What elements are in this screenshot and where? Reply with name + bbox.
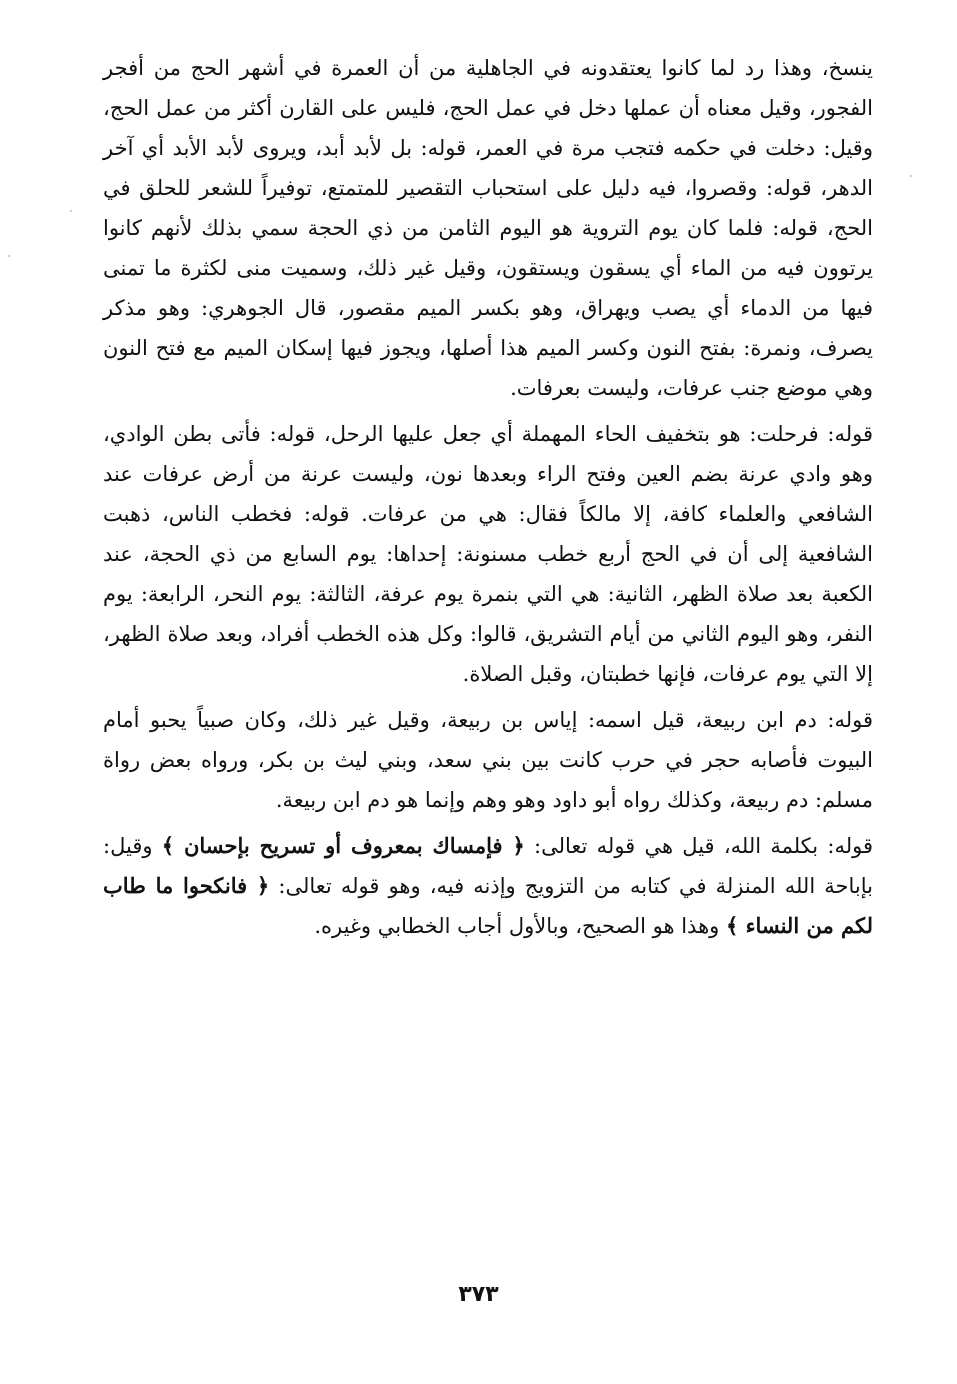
paragraph-text: وقيل: بإباحة الله المنزلة في كتابه من التزويج وإذنه فيه، وهو قوله تعالى:	[103, 834, 874, 898]
paragraph	[103, 700, 873, 820]
scan-speck	[910, 175, 912, 177]
paragraph	[103, 826, 873, 946]
paragraph	[103, 414, 873, 694]
paragraph-text: قوله: فرحلت: هو بتخفيف الحاء المهملة أي جعل عليها الرحل، قوله: فأتى بطن الوادي، وهو وادي عرنة بضم العين وفتح الراء وبعدها نون، وليست عرنة من أرض عرفات عند الشافعي والعلماء كافة، إلا مالكاً فقال: هي من عرفات. قوله: فخطب الناس، ذهبت الشافعية إلى أن في الحج أربع خطب مسنونة: إحداها: يوم السابع من ذي الحجة، عند الكعبة بعد صلاة الظهر، الثانية: هي التي بنمرة يوم عرفة، الثالثة: يوم النحر، الرابعة: يوم النفر، وهو اليوم الثاني من أيام التشريق، قالوا: وكل هذه الخطب أفراد، وبعد صلاة الظهر، إلا التي يوم عرفات، فإنها خطبتان، وقبل الصلاة.	[103, 422, 873, 686]
page-number: ٣٧٣	[458, 1282, 499, 1307]
paragraph-text: ينسخ، وهذا رد لما كانوا يعتقدونه في الجاهلية من أن العمرة في أشهر الحج من أفجر الفجور، وقيل معناه أن عملها دخل في عمل الحج، فليس على القارن أكثر من عمل الحج، وقيل: دخلت في حكمه فتجب مرة في العمر، قوله: بل لأبد أبد، ويروى لأبد الأبد أي آخر الدهر، قوله: وقصروا، فيه دليل على استحباب التقصير للمتمتع، توفيراً للشعر للحلق في الحج، قوله: فلما كان يوم التروية هو اليوم الثامن من ذي الحجة سمي بذلك لأنهم كانوا يرتوون فيه من الماء أي يسقون ويستقون، وقيل غير ذلك، وسميت منى لكثرة ما تمنى فيها من الدماء أي يصب ويهراق، وهو بكسر الميم مقصور، قال الجوهري: وهو مذكر يصرف، ونمرة: بفتح النون وكسر الميم هذا أصلها، ويجوز فيها إسكان الميم مع فتح النون وهي موضع جنب عرفات، وليست بعرفات.	[103, 56, 873, 400]
scan-speck	[70, 210, 72, 212]
quran-verse: ﴿ فإمساك بمعروف أو تسريح بإحسان ﴾	[161, 833, 525, 858]
main-text-body	[103, 48, 873, 952]
quran-verse: ﴿ فانكحوا ما طاب لكم من النساء ﴾	[103, 873, 873, 938]
paragraph	[103, 48, 873, 408]
paragraph-text: قوله: دم ابن ربيعة، قيل اسمه: إياس بن ربيعة، وقيل غير ذلك، وكان صبياً يحبو أمام البيوت فأصابه حجر في حرب كانت بين بني سعد، وبني ليث بن بكر، ورواه بعض رواة مسلم: دم ربيعة، وكذلك رواه أبو داود وهو وهم وإنما هو دم ابن ربيعة.	[103, 708, 873, 812]
paragraph-text: وهذا هو الصحيح، وبالأول أجاب الخطابي وغيره.	[314, 914, 726, 938]
paragraph-text: قوله: بكلمة الله، قيل هي قوله تعالى:	[524, 834, 873, 858]
scan-speck	[8, 255, 10, 257]
